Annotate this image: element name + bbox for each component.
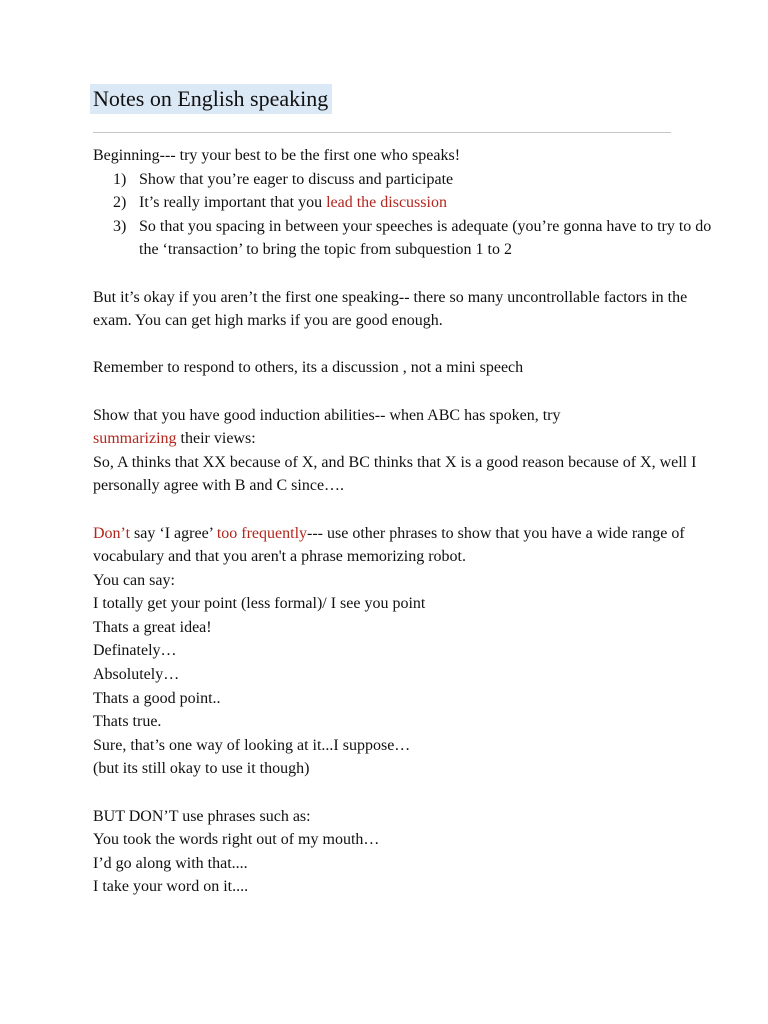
- list-number: 2): [113, 194, 127, 212]
- phrase-line: (but its still okay to use it though): [93, 760, 310, 778]
- phrase-line: I totally get your point (less formal)/ I see you point: [93, 595, 426, 613]
- spacer: [93, 498, 713, 522]
- list-number: 3): [113, 217, 127, 235]
- spacer: [93, 333, 713, 357]
- highlighted-phrase: Don’t: [93, 524, 131, 542]
- list-number: 1): [113, 170, 127, 188]
- dont-agree-rest: --- use other phrases to show that you have a wide range of vocabulary and that you aren't a phrase memorizing robot.: [93, 524, 685, 566]
- induction-paragraph: [93, 404, 713, 451]
- phrase-line: I’d go along with that....: [93, 854, 248, 872]
- spacer: [93, 380, 713, 404]
- spacer: [93, 262, 713, 286]
- you-can-say-label: You can say:: [93, 571, 175, 589]
- spacer: [93, 781, 713, 805]
- phrase-line: Thats a great idea!: [93, 618, 212, 636]
- okay-paragraph: But it’s okay if you aren’t the first one speaking-- there so many uncontrollable factors in the exam. You can get high marks if you are good enough.: [93, 288, 688, 330]
- list-item: [93, 215, 713, 262]
- list-item-text: So that you spacing in between your speeches is adequate (you’re gonna have to try to do the ‘transaction’ to bring the topic from subquestion 1 to 2: [139, 217, 712, 259]
- phrase-line: Definately…: [93, 642, 177, 660]
- dont-agree-paragraph: [93, 522, 713, 569]
- beginning-text: Beginning--- try your best to be the first one who speaks!: [93, 147, 461, 164]
- highlighted-phrase: too frequently: [216, 524, 308, 542]
- phrase-line: Thats true.: [93, 713, 162, 731]
- respond-paragraph: Remember to respond to others, its a discussion , not a mini speech: [93, 359, 524, 377]
- phrase-line: Sure, that’s one way of looking at it...I suppose…: [93, 736, 411, 754]
- page-title: Notes on English speaking: [90, 84, 332, 114]
- but-dont-label: BUT DON’T use phrases such as:: [93, 807, 311, 825]
- dont-agree-middle: say ‘I agree’: [130, 524, 217, 542]
- document-body: [93, 144, 713, 899]
- induction-example: So, A thinks that XX because of X, and BC thinks that X is a good reason because of X, well I personally agree with B and C since….: [93, 453, 697, 495]
- list-item: [93, 191, 713, 215]
- list-item-text: It’s really important that you: [139, 194, 327, 212]
- list-item-text: Show that you’re eager to discuss and participate: [139, 170, 454, 188]
- highlighted-phrase: summarizing: [93, 430, 177, 448]
- title-divider: [93, 132, 671, 133]
- phrase-line: I take your word on it....: [93, 878, 249, 896]
- beginning-list: [93, 168, 713, 262]
- list-item: [93, 168, 713, 192]
- phrase-line: Thats a good point..: [93, 689, 221, 707]
- phrase-line: You took the words right out of my mouth…: [93, 831, 380, 849]
- phrase-line: Absolutely…: [93, 666, 180, 684]
- highlighted-phrase: lead the discussion: [326, 194, 447, 212]
- induction-after: their views:: [176, 430, 256, 448]
- induction-text: Show that you have good induction abilities-- when ABC has spoken, try: [93, 406, 561, 424]
